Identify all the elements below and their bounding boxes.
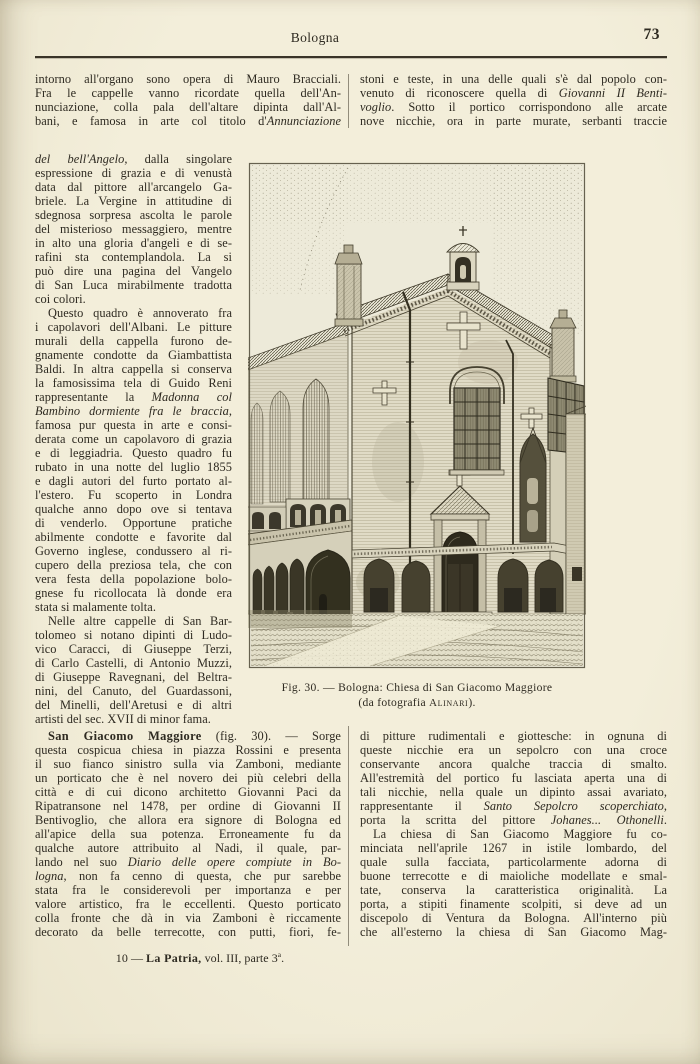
text-line: derata come un capolavoro di grazia (35, 432, 232, 446)
text-line: questa cospicua chiesa in piazza Rossini e presenta (35, 743, 341, 757)
text-line: logna, non fa cenno di questa, che pur sarebbe (35, 869, 341, 883)
text-line: l'estero. Fu scoperto in Londra (35, 488, 232, 502)
text-line: la famosissima tela di Guido Reni (35, 376, 232, 390)
text-line: Ripatransone nel 1478, per ordine di Giovanni II (35, 799, 341, 813)
text-line: del bell'Angelo, dalla singolare (35, 152, 232, 166)
text-line: colla fronte che dà in via Zamboni è riccamente (35, 911, 341, 925)
text-line: di Carlo Castelli, di Antonio Muzzi, (35, 656, 232, 670)
text-line: che all'esterno la chiesa di San Giacomo Mag- (360, 925, 667, 939)
text-line: del Minelli, dell'Aretusi e di altri (35, 698, 232, 712)
text-line: Fig. 30. — Bologna: Chiesa di San Giacomo Maggiore (281, 681, 553, 694)
page-number: 73 (643, 26, 660, 43)
text-line: voglio. Sotto il portico corrispondono alle arcate (360, 100, 667, 114)
text-line: qualche autore attribuito al Nadi, il quale, par- (35, 841, 341, 855)
text-line: stoni e teste, in una delle quali s'è dal popolo con- (360, 72, 667, 86)
text-line: Bambino dormiente fra le braccia, (35, 404, 232, 418)
text-line: nove nicchie, ora in parte murate, serbanti traccie (360, 114, 667, 128)
text-line: venuto di riconoscere quella di Giovanni II Benti- (360, 86, 667, 100)
header-rule (35, 56, 667, 58)
text-line: (da fotografia Alinari). (358, 695, 476, 709)
text-line: di San Luca mirabilmente tradotta (35, 278, 232, 292)
text-line: rubato in una notte del luglio 1855 (35, 460, 232, 474)
column-divider-top (348, 74, 349, 128)
text-line: 10 — La Patria, vol. III, parte 3$^a$. (115, 950, 285, 965)
text-line: stata fra le considerevoli per importanza e per (35, 883, 341, 897)
paragraph-left-bottom (35, 729, 341, 939)
text-line: discepolo di Ventura da Bologna. All'interno più (360, 911, 667, 925)
text-line: valore artistico, fra le eccellenti. Questo porticato (35, 897, 341, 911)
text-line: di pitture rudimentali e giottesche: in ognuna di (360, 729, 667, 743)
text-line: vera festa della popolazione bolo- (35, 572, 232, 586)
text-line: lando nel suo Diario delle opere compiute in Bo- (35, 855, 342, 869)
figure-caption (248, 681, 586, 710)
text-line: di Giuseppe Ravegnani, del Beltra- (35, 670, 232, 684)
column-divider-bottom (348, 726, 349, 946)
paragraph-left-narrow (35, 152, 232, 726)
text-line: rafini sta contemplandola. La si (35, 250, 232, 264)
text-line: artisti del sec. XVII di minor fama. (35, 712, 211, 726)
text-line: abilmente condotte e favorite dal (35, 530, 232, 544)
text-line: intorno all'organo sono opera di Mauro Bracciali. (35, 72, 341, 86)
text-line: in alto una gloria d'angeli e di se- (35, 236, 232, 250)
text-line: Nelle altre cappelle di San Bar- (48, 614, 232, 628)
text-line: i capolavori dell'Albani. Le pitture (35, 320, 232, 334)
text-line: Questo quadro è annoverato fra (48, 306, 232, 320)
text-line: rappresentante la Madonna col (35, 390, 233, 404)
text-line: coi colori. (35, 292, 86, 306)
text-line: può dire una pagina del Vangelo (35, 264, 232, 278)
text-line: qualche anno dopo ove si tentava (35, 502, 232, 516)
text-line: La chiesa di San Giacomo Maggiore fu co- (373, 827, 667, 841)
text-line: il suo fianco sinistro sulla via Zamboni, mediante (35, 757, 341, 771)
text-line: e dagli autori del furto portato al- (35, 474, 232, 488)
paragraph-right-top (360, 72, 667, 128)
text-line: Fra le cappelle vanno ricordate quella dell'An- (35, 86, 341, 100)
text-line: porta la scritta del pittore Johanes... Othonelli. (360, 813, 667, 827)
text-line: tolomeo si notano dipinti di Ludo- (35, 628, 232, 642)
text-line: città e di cui dicono architetto Giovanni Paci da (35, 785, 341, 799)
text-line: del misterioso messaggiero, mentre (35, 222, 232, 236)
text-line: tali nicchie, nella quale un dipinto assai avariato, (360, 785, 667, 799)
text-line: rappresentante il Santo Sepolcro scoperchiato, (360, 799, 667, 813)
text-line: briele. La Vergine in attitudine di (35, 194, 232, 208)
text-line: vico Caracci, di Giuseppe Terzi, (35, 642, 232, 656)
text-line: nini, del Canuto, del Guardassoni, (35, 684, 232, 698)
church-engraving-svg (248, 162, 586, 669)
text-line: nunciazione, colla pala dell'altare dipinta dall'Al- (35, 100, 341, 114)
text-line: un porticato che è nel novero dei più celebri della (35, 771, 341, 785)
text-line: Baldi. In altra cappella si conserva (35, 362, 232, 376)
text-line: sdegnosa sorpresa ascolta le parole (35, 208, 232, 222)
text-line: quale sulla facciata, particolarmente adorna di (360, 855, 667, 869)
paragraph-right-bottom (360, 729, 667, 939)
text-line: gnese fu ricollocata là donde era (35, 586, 232, 600)
paragraph-left-top (35, 72, 341, 128)
text-line: stata si malamente tolta. (35, 600, 156, 614)
running-title: Bologna (290, 30, 340, 45)
text-line: gnamente condotte da Giambattista (35, 348, 232, 362)
text-line: porta, a stipiti finamente scolpiti, si deve ad un (360, 897, 667, 911)
text-line: minciata nell'aprile 1267 in istile lombardo, del (360, 841, 667, 855)
signature-footer (50, 948, 350, 965)
text-line: Bentivoglio, che allora era signore di Bologna ed (35, 813, 341, 827)
text-line: di venderlo. Opportune pratiche (35, 516, 232, 530)
text-line: data dal pittore all'arcangelo Ga- (35, 180, 232, 194)
text-line: conservante ancora qualche traccia di smalto. (360, 757, 667, 771)
text-line: famosa pur questa in arte e consi- (35, 418, 232, 432)
figure-engraving (248, 162, 586, 669)
text-line: buone terrecotte e di maioliche modellate e smal- (360, 869, 667, 883)
text-line: queste nicchie era un sepolcro con una croce (360, 743, 667, 757)
text-line: San Giacomo Maggiore (fig. 30). — Sorge (48, 729, 341, 743)
text-line: murali della cappella furono de- (35, 334, 232, 348)
text-line: decorato da belle terrecotte, con putti, fiori, fe- (35, 925, 341, 939)
text-line: espressione di grazia e di venustà (35, 166, 232, 180)
text-line: Governo inglese, condussero al ri- (35, 544, 232, 558)
text-line: bani, e famosa in arte col titolo d'Annunciazione (35, 114, 341, 128)
text-line: all'apice della sua potenza. Erroneamente fu da (35, 827, 341, 841)
text-line: All'estremità del portico fu lasciata aperta una di (360, 771, 667, 785)
text-line: cupero della preziosa tela, che con (35, 558, 232, 572)
text-line: tate, conserva la caratteristica originalità. La (360, 883, 667, 897)
text-line: e di leggiadria. Questo quadro fu (35, 446, 232, 460)
